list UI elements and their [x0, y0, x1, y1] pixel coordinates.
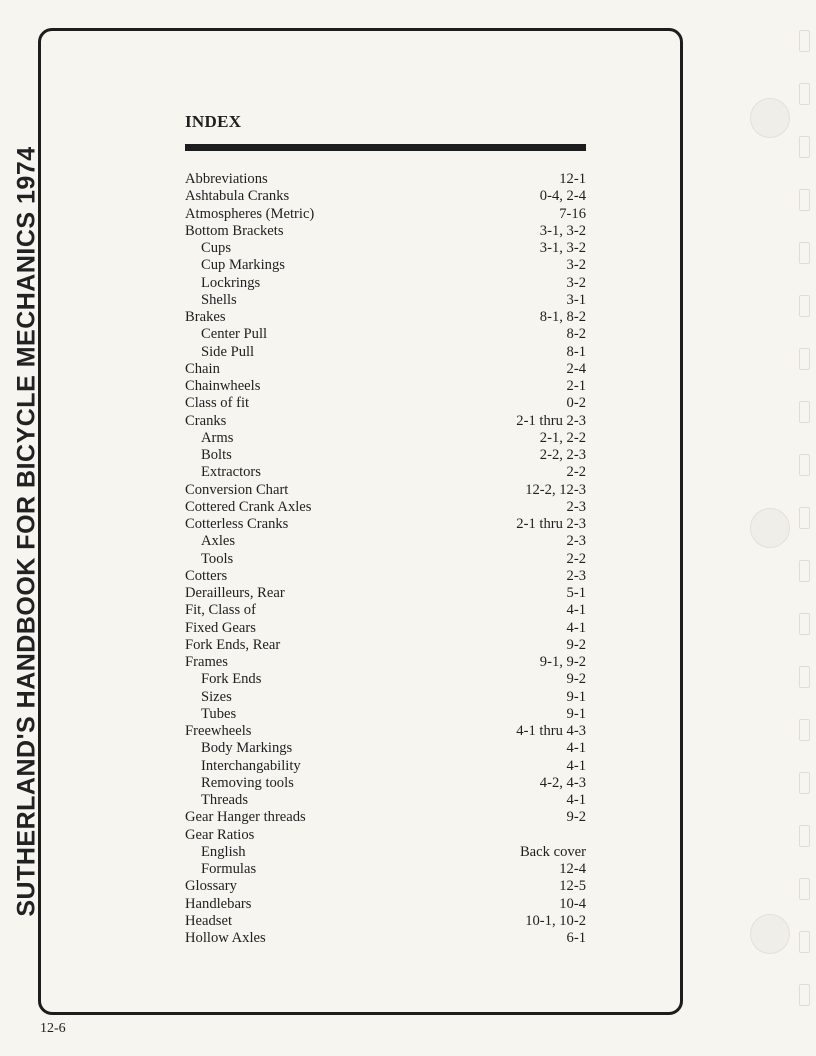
index-term: Lockrings [201, 274, 261, 291]
binder-tab-slot [799, 401, 810, 423]
index-entry [185, 637, 586, 654]
index-entry [185, 309, 586, 326]
index-subentry [185, 551, 586, 568]
index-pages: 4-1 [566, 792, 586, 808]
index-entry [185, 654, 586, 671]
index-term: Gear Ratios [185, 826, 255, 843]
index-pages: 9-1 [566, 688, 586, 705]
binder-tab-slot [799, 931, 810, 953]
index-term: Hollow Axles [185, 930, 266, 946]
index-term: Freewheels [185, 723, 252, 739]
index-subentry [185, 775, 586, 792]
index-entry [185, 878, 586, 895]
index-pages: 3-2 [566, 257, 586, 274]
index-subentry [185, 292, 586, 309]
index-pages: 2-4 [566, 360, 586, 377]
index-subentry [185, 792, 586, 809]
index-pages: 4-1 [566, 740, 586, 757]
index-subentry [185, 844, 586, 861]
binder-tab-slot [799, 454, 810, 476]
index-entry [185, 361, 586, 378]
index-term: Cottered Crank Axles [185, 498, 312, 515]
binder-tab-slot [799, 772, 810, 794]
index-pages: 8-2 [566, 326, 586, 343]
index-subentry [185, 671, 586, 688]
index-term: Fork Ends, Rear [185, 636, 281, 653]
index-term: Atmospheres (Metric) [185, 205, 315, 222]
index-pages: 2-1 thru 2-3 [516, 516, 586, 532]
index-subentry [185, 861, 586, 878]
index-pages: 12-1 [559, 171, 586, 187]
index-subentry [185, 257, 586, 274]
index-pages: 12-2, 12-3 [525, 481, 586, 498]
index-term: Class of fit [185, 395, 250, 412]
binder-tab-slot [799, 242, 810, 264]
index-entry [185, 378, 586, 395]
index-subentry [185, 275, 586, 292]
index-entry [185, 395, 586, 412]
index-entry [185, 482, 586, 499]
index-subentry [185, 344, 586, 361]
binder-tab-slot [799, 878, 810, 900]
index-term: Bolts [201, 447, 232, 463]
binder-tab-slot [799, 348, 810, 370]
index-term: Headset [185, 912, 233, 929]
heading-rule [185, 144, 586, 151]
index-entry [185, 568, 586, 585]
binder-tab-slot [799, 83, 810, 105]
index-pages: 9-2 [566, 809, 586, 826]
index-pages: 2-1, 2-2 [539, 429, 586, 446]
index-entry [185, 223, 586, 240]
index-heading: INDEX [185, 112, 242, 131]
index-term: Sizes [201, 688, 232, 705]
index-entry [185, 499, 586, 516]
index-subentry [185, 533, 586, 550]
index-pages: 3-1 [566, 291, 586, 308]
index-pages: 4-2, 4-3 [539, 774, 586, 791]
index-entry [185, 827, 586, 844]
index-pages: 6-1 [566, 930, 586, 946]
index-term: Shells [201, 291, 237, 308]
index-term: Cups [201, 240, 232, 256]
index-entry [185, 516, 586, 533]
index-subentry [185, 240, 586, 257]
index-pages: 2-3 [566, 567, 586, 584]
index-term: Interchangability [201, 757, 301, 774]
index-term: Fork Ends [201, 671, 262, 688]
index-term: Removing tools [201, 774, 294, 791]
index-list [185, 171, 586, 947]
index-subentry [185, 464, 586, 481]
index-pages: 5-1 [566, 585, 586, 601]
index-pages: 12-4 [559, 861, 586, 877]
binder-tab-slot [799, 30, 810, 52]
binder-tab-slot [799, 295, 810, 317]
index-pages: 10-1, 10-2 [525, 912, 586, 929]
index-pages: 3-2 [566, 274, 586, 291]
index-term: Fit, Class of [185, 602, 256, 619]
index-subentry [185, 326, 586, 343]
index-pages: 2-1 [566, 378, 586, 394]
index-term: Center Pull [201, 326, 268, 343]
index-term: Cup Markings [201, 257, 285, 274]
page-number: 12-6 [40, 1021, 66, 1036]
binder-tab-slot [799, 507, 810, 529]
index-pages: 3-1, 3-2 [539, 240, 586, 256]
index-pages: 7-16 [559, 205, 586, 222]
index-pages: 4-1 thru 4-3 [516, 723, 586, 739]
index-entry [185, 809, 586, 826]
index-term: Glossary [185, 878, 237, 895]
index-pages: 2-2 [566, 464, 586, 481]
index-term: Side Pull [201, 343, 255, 360]
index-pages: 2-1 thru 2-3 [516, 412, 586, 429]
index-term: Body Markings [201, 740, 293, 757]
index-term: Cranks [185, 412, 227, 429]
index-pages: 4-1 [566, 757, 586, 774]
index-term: Frames [185, 654, 228, 670]
index-term: Tools [201, 550, 234, 567]
index-pages: 12-5 [559, 878, 586, 895]
index-term: Extractors [201, 464, 261, 481]
index-pages: 9-1, 9-2 [539, 654, 586, 670]
index-entry [185, 913, 586, 930]
index-term: English [201, 843, 246, 860]
index-term: Derailleurs, Rear [185, 585, 285, 601]
index-entry [185, 723, 586, 740]
index-entry [185, 188, 586, 205]
binder-tab-slot [799, 613, 810, 635]
index-term: Tubes [201, 705, 237, 722]
index-term: Threads [201, 792, 249, 808]
index-pages: 8-1, 8-2 [539, 309, 586, 325]
index-pages: 2-3 [566, 533, 586, 550]
index-pages: 2-2, 2-3 [539, 447, 586, 463]
index-pages: 2-2 [566, 550, 586, 567]
index-pages: 8-1 [566, 343, 586, 360]
index-term: Gear Hanger threads [185, 809, 306, 826]
index-term: Chainwheels [185, 378, 261, 394]
binder-tab-slot [799, 189, 810, 211]
index-pages: 9-2 [566, 671, 586, 688]
index-term: Fixed Gears [185, 619, 256, 636]
index-term: Conversion Chart [185, 481, 289, 498]
index-entry [185, 896, 586, 913]
index-subentry [185, 447, 586, 464]
index-pages: 4-1 [566, 602, 586, 619]
index-term: Handlebars [185, 895, 252, 912]
binder-tab-slot [799, 984, 810, 1006]
index-term: Cotterless Cranks [185, 516, 289, 532]
index-pages: 2-3 [566, 498, 586, 515]
index-pages: 10-4 [559, 895, 586, 912]
index-term: Cotters [185, 567, 228, 584]
binder-tab-slot [799, 825, 810, 847]
spine-title-text: SUTHERLAND'S HANDBOOK FOR BICYCLE MECHANICS 1974 [12, 145, 41, 917]
binder-tab-strip [790, 0, 816, 1056]
index-term: Abbreviations [185, 171, 268, 187]
index-pages: 9-1 [566, 705, 586, 722]
index-pages: 4-1 [566, 619, 586, 636]
binder-tab-slot [799, 666, 810, 688]
index-term: Ashtabula Cranks [185, 188, 290, 205]
punch-hole [750, 98, 790, 138]
binder-tab-slot [799, 136, 810, 158]
index-pages: 0-4, 2-4 [539, 188, 586, 205]
index-subentry [185, 740, 586, 757]
index-pages: Back cover [519, 843, 586, 860]
index-term: Chain [185, 360, 220, 377]
index-entry [185, 585, 586, 602]
index-subentry [185, 430, 586, 447]
index-term: Arms [201, 429, 234, 446]
index-entry [185, 206, 586, 223]
index-subentry [185, 689, 586, 706]
index-subentry [185, 706, 586, 723]
punch-hole [750, 508, 790, 548]
index-entry [185, 171, 586, 188]
binder-tab-slot [799, 719, 810, 741]
index-subentry [185, 758, 586, 775]
index-entry [185, 602, 586, 619]
index-pages: 3-1, 3-2 [539, 222, 586, 239]
punch-hole [750, 914, 790, 954]
index-entry [185, 620, 586, 637]
index-pages: 9-2 [566, 636, 586, 653]
index-term: Axles [201, 533, 236, 550]
index-term: Brakes [185, 309, 226, 325]
binder-tab-slot [799, 560, 810, 582]
index-pages: 0-2 [566, 395, 586, 412]
index-entry [185, 413, 586, 430]
index-entry [185, 930, 586, 947]
index-term: Bottom Brackets [185, 222, 284, 239]
index-term: Formulas [201, 861, 257, 877]
